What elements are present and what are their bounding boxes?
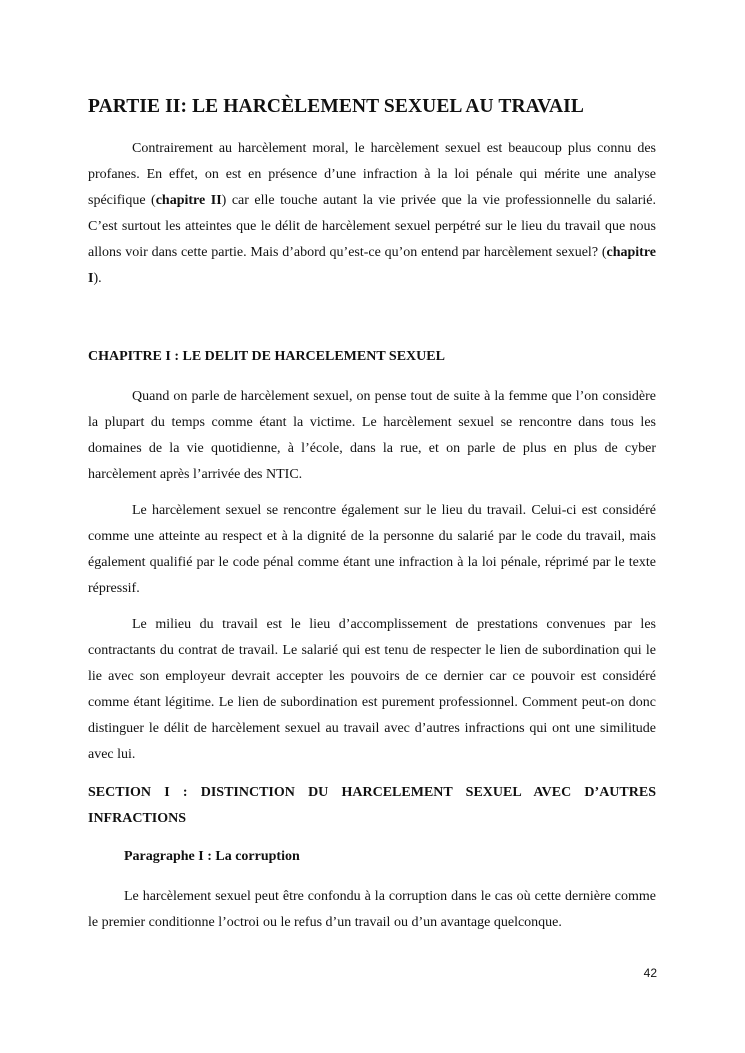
chapter-paragraph-3: Le milieu du travail est le lieu d’accomplissement de prestations convenues par les contractants du contrat de travail. Le salarié qui est tenu de respecter le lien de subordination qui le lie avec son employeur devrait accepter les pouvoirs de ce dernier car ce pouvoir est considéré comme étant légitime. Le lien de subordination est purement professionnel. Comment peut-on donc distinguer le délit de harcèlement sexuel au travail avec d’autres infractions qui ont une similitude avec lui. <box>88 617 656 762</box>
part-title: PARTIE II: LE HARCÈLEMENT SEXUEL AU TRAVAIL <box>88 96 584 117</box>
section-title-line-2: INFRACTIONS <box>88 811 187 826</box>
page-content <box>88 96 656 936</box>
intro-paragraph <box>88 136 656 292</box>
intro-text-3: ). <box>93 271 102 286</box>
intro-text-1: Contrairement au harcèlement moral, le harcèlement sexuel est beaucoup plus connu des profanes. En effet, on est en présence d’une infraction à la loi pénale qui mérite une analyse spécifique ( <box>88 141 656 208</box>
chapter-paragraph-1: Quand on parle de harcèlement sexuel, on pense tout de suite à la femme que l’on considère la plupart du temps comme étant la victime. Le harcèlement sexuel se rencontre dans tous les domaines de la vie quotidienne, à l’école, dans la rue, et on parle de plus en plus de cyber harcèlement après l’arrivée des NTIC. <box>88 389 656 482</box>
section-title-line-1: SECTION I : DISTINCTION DU HARCELEMENT SEXUEL AVEC D’AUTRES <box>88 785 656 800</box>
paragraph-title: Paragraphe I : La corruption <box>124 849 300 864</box>
intro-bold-chapitre-i: chapitre I <box>88 245 656 286</box>
paragraph-gap <box>88 602 656 612</box>
chapter-paragraph-2: Le harcèlement sexuel se rencontre également sur le lieu du travail. Celui-ci est considéré comme une atteinte au respect et à la dignité de la personne du salarié par le code du travail, mais également qualifié par le code pénal comme étant une infraction à la loi pénale, réprimé par le texte répressif. <box>88 503 656 596</box>
paragraph-gap <box>88 488 656 498</box>
intro-text-2: ) car elle touche autant la vie privée que la vie professionnelle du salarié. C’est surtout les atteintes que le délit de harcèlement sexuel perpétré sur le lieu du travail que nous allons voir dans cette partie. Mais d’abord qu’est-ce qu’on entend par harcèlement sexuel? ( <box>88 193 656 260</box>
intro-bold-chapitre-ii: chapitre II <box>155 193 222 208</box>
section-title <box>88 780 656 832</box>
chapter-title: CHAPITRE I : LE DELIT DE HARCELEMENT SEXUEL <box>88 349 445 364</box>
paragraph-text: Le harcèlement sexuel peut être confondu à la corruption dans le cas où cette dernière comme le premier conditionne l’octroi ou le refus d’un travail ou d’un avantage quelconque. <box>88 889 656 930</box>
page-number: 42 <box>643 966 657 980</box>
